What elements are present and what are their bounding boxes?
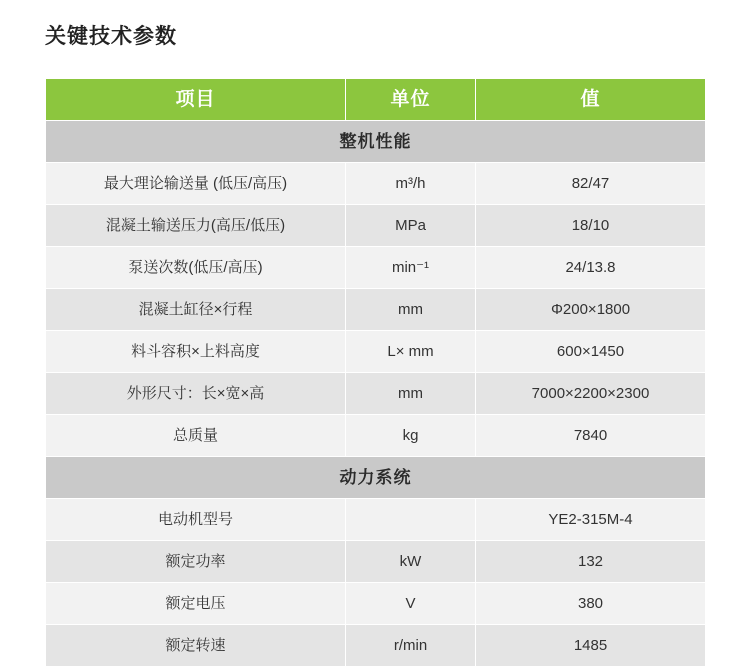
row-item: 最大理论输送量 (低压/高压) (46, 163, 346, 205)
table-row (46, 499, 706, 541)
row-item: 额定转速 (46, 625, 346, 667)
row-item: 总质量 (46, 415, 346, 457)
row-unit: V (346, 583, 476, 625)
table-row (46, 331, 706, 373)
table-header-row (46, 79, 706, 121)
column-header-unit: 单位 (346, 79, 476, 121)
row-unit: r/min (346, 625, 476, 667)
row-unit: mm (346, 289, 476, 331)
row-value: 7840 (476, 415, 706, 457)
row-value: 7000×2200×2300 (476, 373, 706, 415)
table-row (46, 247, 706, 289)
row-unit: min⁻¹ (346, 247, 476, 289)
row-value: 380 (476, 583, 706, 625)
technical-parameters-table (45, 78, 706, 667)
row-unit (346, 499, 476, 541)
table-header (46, 79, 706, 121)
section-title: 整机性能 (46, 121, 706, 163)
section-title: 动力系统 (46, 457, 706, 499)
table-row (46, 583, 706, 625)
table-row (46, 163, 706, 205)
row-item: 泵送次数(低压/高压) (46, 247, 346, 289)
table-row (46, 541, 706, 583)
row-unit: MPa (346, 205, 476, 247)
row-unit: m³/h (346, 163, 476, 205)
row-value: 24/13.8 (476, 247, 706, 289)
row-item: 外形尺寸：长×宽×高 (46, 373, 346, 415)
row-value: 1485 (476, 625, 706, 667)
row-value: 132 (476, 541, 706, 583)
row-item: 电动机型号 (46, 499, 346, 541)
row-value: 82/47 (476, 163, 706, 205)
table-body (46, 121, 706, 667)
row-unit: kW (346, 541, 476, 583)
row-item: 额定电压 (46, 583, 346, 625)
row-unit: L× mm (346, 331, 476, 373)
table-row (46, 205, 706, 247)
column-header-item: 项目 (46, 79, 346, 121)
row-unit: mm (346, 373, 476, 415)
row-item: 额定功率 (46, 541, 346, 583)
row-value: Φ200×1800 (476, 289, 706, 331)
table-row (46, 289, 706, 331)
section-header-row (46, 457, 706, 499)
table-row (46, 625, 706, 667)
row-item: 混凝土缸径×行程 (46, 289, 346, 331)
row-item: 混凝土输送压力(高压/低压) (46, 205, 346, 247)
row-item: 料斗容积×上料高度 (46, 331, 346, 373)
row-value: YE2-315M-4 (476, 499, 706, 541)
row-value: 600×1450 (476, 331, 706, 373)
table-row (46, 415, 706, 457)
page-title: 关键技术参数 (45, 25, 177, 48)
column-header-value: 值 (476, 79, 706, 121)
row-value: 18/10 (476, 205, 706, 247)
row-unit: kg (346, 415, 476, 457)
table-row (46, 373, 706, 415)
section-header-row (46, 121, 706, 163)
